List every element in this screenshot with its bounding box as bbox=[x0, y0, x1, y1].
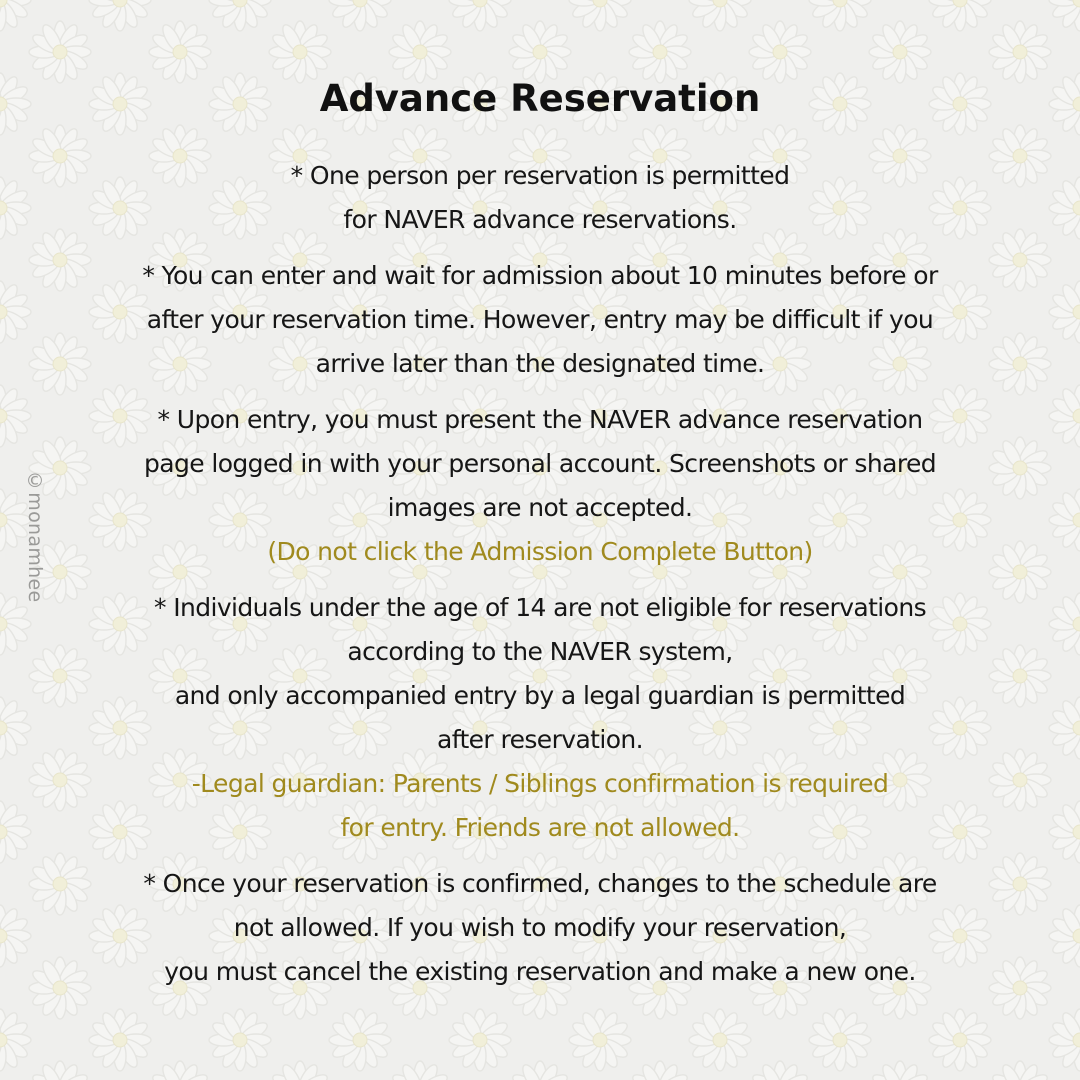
text-line: * Individuals under the age of 14 are not eligible for reservations bbox=[153, 593, 927, 622]
text-line: after your reservation time. However, entry may be difficult if you bbox=[146, 305, 934, 334]
text-line: and only accompanied entry by a legal guardian is permitted bbox=[174, 681, 906, 710]
highlight-line: (Do not click the Admission Complete Button) bbox=[267, 537, 813, 566]
text-line: for NAVER advance reservations. bbox=[343, 205, 737, 234]
watermark-handle: ©monamhee bbox=[24, 470, 46, 603]
notice-content bbox=[40, 74, 1040, 994]
notice-changes bbox=[40, 862, 1040, 994]
highlight-line: -Legal guardian: Parents / Siblings confirmation is required bbox=[191, 769, 889, 798]
page-title: Advance Reservation bbox=[319, 77, 761, 120]
text-line: according to the NAVER system, bbox=[347, 637, 733, 666]
text-line: * Upon entry, you must present the NAVER advance reservation bbox=[157, 405, 923, 434]
notice-age-restriction bbox=[40, 586, 1040, 850]
text-line: you must cancel the existing reservation and make a new one. bbox=[164, 957, 916, 986]
text-line: * You can enter and wait for admission about 10 minutes before or bbox=[142, 261, 938, 290]
text-line: arrive later than the designated time. bbox=[315, 349, 765, 378]
text-line: * Once your reservation is confirmed, changes to the schedule are bbox=[143, 869, 937, 898]
text-line: after reservation. bbox=[436, 725, 644, 754]
text-line: * One person per reservation is permitted bbox=[290, 161, 790, 190]
highlight-line: for entry. Friends are not allowed. bbox=[340, 813, 740, 842]
text-line: not allowed. If you wish to modify your reservation, bbox=[233, 913, 847, 942]
text-line: page logged in with your personal account. Screenshots or shared bbox=[143, 449, 937, 478]
text-line: images are not accepted. bbox=[387, 493, 693, 522]
notice-one-person bbox=[40, 154, 1040, 242]
notice-present-page bbox=[40, 398, 1040, 574]
notice-entry-time bbox=[40, 254, 1040, 386]
